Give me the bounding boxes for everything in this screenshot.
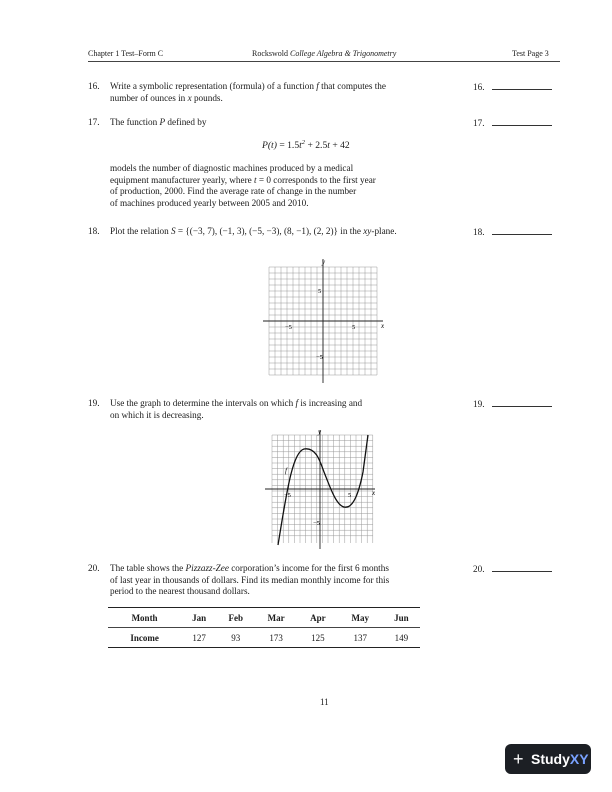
table-header-cell: May xyxy=(338,608,383,628)
q17-intro: The function P defined by xyxy=(110,117,207,127)
table-cell: 137 xyxy=(338,628,383,648)
q20-number: 20. xyxy=(88,563,100,573)
q18-answer-blank[interactable]: 18. xyxy=(473,226,552,237)
q19-x-label: x xyxy=(372,489,376,497)
header-book-title xyxy=(252,49,396,58)
table-cell: 173 xyxy=(254,628,298,648)
page-number: 11 xyxy=(320,697,329,707)
table-header-cell: Month xyxy=(108,608,181,628)
table-header-cell: Mar xyxy=(254,608,298,628)
q16-answer-blank[interactable]: 16. xyxy=(473,81,552,92)
q19-tick-x-neg: −5 xyxy=(284,492,291,499)
income-table-header-row xyxy=(108,608,420,628)
q19-tick-y-neg: −5 xyxy=(313,520,320,527)
header-page-label: Test Page 3 xyxy=(512,49,549,58)
q20-answer-blank[interactable]: 20. xyxy=(473,563,552,574)
income-table-row xyxy=(108,628,420,648)
header-book-name: College Algebra & Trigonometry xyxy=(290,49,397,58)
table-header-cell: Jan xyxy=(181,608,217,628)
q18-text: Plot the relation S = {(−3, 7), (−1, 3), (−5, −3), (8, −1), (2, 2)} in the xy-plane. xyxy=(110,226,397,236)
q19-answer-blank[interactable]: 19. xyxy=(473,398,552,409)
q18-number: 18. xyxy=(88,226,100,236)
header-author: Rockswold xyxy=(252,49,290,58)
q18-y-label: y xyxy=(322,258,326,266)
table-cell: 125 xyxy=(298,628,338,648)
q20-text: The table shows the Pizzazz-Zee corporation’s income for the first 6 months of last year in thousands of dollars. Find its median monthly income for this period to the nearest thousand dollars. xyxy=(110,563,390,596)
q18-coordinate-grid[interactable] xyxy=(258,256,390,386)
table-header-cell: Feb xyxy=(217,608,254,628)
header-rule xyxy=(88,61,560,62)
q19-tick-x-pos: 5 xyxy=(348,492,352,499)
plus-icon: + xyxy=(513,749,524,769)
table-header-cell: Apr xyxy=(298,608,338,628)
studyxy-logo[interactable] xyxy=(505,744,591,774)
q18-x-label: x xyxy=(381,322,385,330)
q18-tick-y-pos: 5 xyxy=(318,288,322,295)
table-cell: 127 xyxy=(181,628,217,648)
table-cell: 93 xyxy=(217,628,254,648)
q19-function-graph xyxy=(260,427,380,551)
q17-text: models the number of diagnostic machines produced by a medical equipment manufacturer yearly, where t = 0 corresponds to the first year of production, 2000. Find the average rate of change in the number of machines produced yearly between 2005 and 2010. xyxy=(110,163,376,208)
q19-f-label: f xyxy=(285,467,287,475)
table-cell: Income xyxy=(108,628,181,648)
header-chapter: Chapter 1 Test–Form C xyxy=(88,49,164,58)
q18-tick-x-neg: −5 xyxy=(285,324,292,331)
q19-number: 19. xyxy=(88,398,100,408)
q19-text: Use the graph to determine the intervals on which f is increasing and on which it is decreasing. xyxy=(110,398,363,420)
logo-text: StudyXY xyxy=(531,751,589,767)
q18-tick-y-neg: −5 xyxy=(316,354,323,361)
q18-tick-x-pos: 5 xyxy=(352,324,356,331)
q16-number: 16. xyxy=(88,81,100,91)
q19-f-curve xyxy=(278,435,368,545)
q17-formula: $P(t) = 1.5t^2 + 2.5t + 42$ xyxy=(262,139,350,152)
q17-number: 17. xyxy=(88,117,100,127)
q17-answer-blank[interactable]: 17. xyxy=(473,117,552,128)
table-header-cell: Jun xyxy=(383,608,420,628)
income-table xyxy=(108,607,420,648)
table-cell: 149 xyxy=(383,628,420,648)
q19-y-label: y xyxy=(318,428,322,436)
q16-text: Write a symbolic representation (formula) of a function f that computes the number of ounces in x pounds. xyxy=(110,81,386,103)
